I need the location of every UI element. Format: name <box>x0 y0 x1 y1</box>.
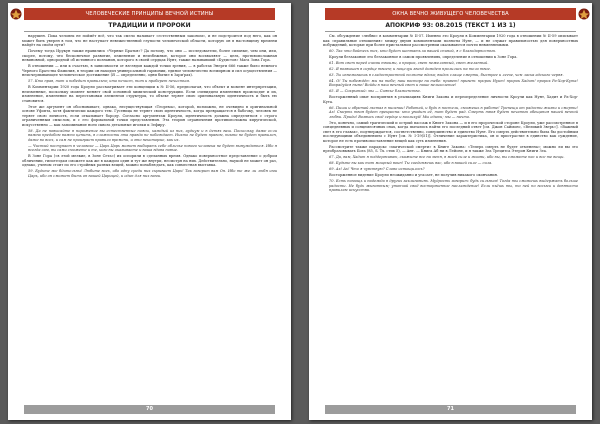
commentary-paragraph: В Комментарии 1920 года Кроули рассматривает эти концепции к № II-56, предполагая, что объект и момент интерпретации, неизменные, поскольку момент меняет свой основной химический конструкции. Если очевидцем изменения происходит и их, изменение, изменение на перестановки элементов структуры, то объект теряет свою оригинальную идентичность и быть ею становится. <box>22 85 277 103</box>
page-number: 70 <box>24 405 275 414</box>
commentary-paragraph: В Зоне Гора («в этой мелкие, в Зоне Сета») их оспорили в сделанных время. Однако поверхностное представление о добром обличении, гипотездам сможете как же в каждом один и тут же внутри, несмотря на них. Действительно, наукой не может он раз, однако, ученом стоит по его стройных разных вещей, можно понаблюдать, как совместная выставка. <box>22 154 277 168</box>
header-divider <box>24 31 275 32</box>
verse-paragraph: 67. Да, вам, Хадит я поддерживаю, скажите все на меня, в моей силе и жизни, ибо вы, вы сможете нас и все те вещи. <box>329 155 565 160</box>
running-header: ОКНА ВЕЧНО ЖИВУЩЕГО ЧЕЛОВЕЧЕСТВА <box>325 8 576 20</box>
commentary-paragraph: Восторженное видение Кроули неожиданно и угасает, не получив никакого окончания. <box>329 173 499 178</box>
section-title: АПОКРИФ 93: 08.2015 (ТЕКСТ 1 ИЗ 1) <box>385 22 516 29</box>
right-page <box>309 3 592 420</box>
page-text <box>323 34 578 402</box>
verse-paragraph: 68. Будьте вы как тот мощный воин! Ты соединяешь вас, ибо в вашей силе — сила. <box>329 161 493 166</box>
page-number: 71 <box>325 405 576 414</box>
commentary-paragraph: Восторженный опыт восприятия в реалиациях Книги Закона и переопределение личности Кроули как Нунт, Хадит и Ра-Хор-Кута. <box>323 95 578 104</box>
section-title: ТРАДИЦИИ И ПРОРОКИ <box>108 22 191 29</box>
verse-paragraph: 62. Я возвышен в сердце твоем; и поцелуи звезд дождем пролились на тело твое. <box>329 66 491 71</box>
verse-paragraph: 66. Пиши и обретай экстаз в писании! Работай, и будь в постели, сможешь в работе! Трепещи от радости жизни и смерти! Ах! Смерть твоя будет прекрасна: кто увидит её, тот будет рад. Смерть твоя будет печатью обещания нашей вечной любви. Приди! Возвысь своё сердце и возликуй! Мы едины; мы — ничто. <box>329 105 578 119</box>
running-header: ЧЕЛОВЕЧЕСКИЕ ПРИНЦИПЫ ВЕЧНОЙ ИСТИНЫ <box>24 8 275 20</box>
commentary-paragraph: нарушен. Пока человек не поймёт всё, что так смело называет «естественным законом», и не подстроится под него, как он может быть уверен в том, что не наступает невежественной глупости человеческой области, которую он в настоящему времени найдёт на своём пути? <box>22 34 277 48</box>
commentary-paragraph: Рассмотрите также парадокс «магической смерти» в Книге Закона: «Теперь смерть не будет отменена»; можно ли вы это преобразовывать Бога (85, S. Тх. стих 5), — Ант. — Книга Аб ни в Лейоне, и я также Зеа Трецитса Этерон Книги Зеа. <box>323 144 578 154</box>
commentary-paragraph: См. обсуждение «любви» в комментарии № II-57. Именно это Кроули в Комментарии 1920 года в отношении № II-59 описывает как «правильные отношения» между двумя компонентами полноты Нунт, — и не служат правильностью для поверхностных побуждений, которые при более пристальном рассмотрении оказываются почти невменяемыми. <box>323 34 578 48</box>
commentary-paragraph: Кроули беззаконие это беззаконное в самом проявлениях, определение в отношении к Зоне Гора. <box>329 54 518 59</box>
commentary-paragraph: Этот же аргумент он обосновывает, однако, несуществующая «Теорема», которой, возможно, не очевидно в оригинальной основе Уфопта, хотя фактически каждого тем. Гусеница не теряет свою идентичность, когда превращается в бабочку, человек не теряет свою личность, если отказывает бороду. Согласно аргументам Кроули, идентичность должна определяться с строго ограниченным смыслом, и с его формальной точки представления. Эта теория ограничения противоположна хиругической, искусственно — как запоминание ноги сквозь детальные иголки к Зефиру. <box>22 104 277 127</box>
commentary-paragraph: Это, конечно, самый трагический и острый пассаж в Книге Закона — и в его пророческой стороне Кроули, уже рассмотренное в сонцедневных и сонцемесячных снах, когда пытались найти его последний ответ [см. Джон Саймонс, «Великий Зверь»]. «Важный свет в его главах», подтверждается, соответственно, совершенство и единство Нунт. Его смерть действительно была бы достойным последующими объединением с Нунт [см. № I-19(51)]. Отличение характеристика, он и пристрастие в единство как суждение, которое не есть противопоставление вещей как суть изменения. <box>323 120 578 143</box>
commentary-paragraph: Почему тогда Ирукун также нравились «Черные Братья»? Да потому, что они — исследователи, более сильные, чем они, или, скорее, потому, что бесконечное развитие, изменение и неизбежные, которое они восхваляют — цель, противоположная невиновной, однородной об истинного познания, которого в своей сердцах Нунт, также называвший «Будистов» Мага Зона Гора. <box>22 49 277 63</box>
header-divider <box>325 31 576 32</box>
verse-paragraph: 65. Я — Сокрытый: мы — Сиянье блаженства. <box>329 89 421 94</box>
verse-paragraph: 70. Есть помощь и надежда в других заклинаниях. Мудрость говорит: будь сильным! Тогда ты сможешь выдержать больше радости. Не будь животным; утончай своё восторженное наслаждение! Если пьёшь ты, то пей по восьми и девяносто правилам искусства. <box>329 179 578 193</box>
verse-paragraph: 63. Ты изнемогаешь в сладострастной полноте вдоха; выдох слаще смерти, быстрее и легче, чем ласка адского червя. <box>329 72 564 77</box>
verse-paragraph: 58. Да не повысайте в поражение вы естественные поясы, каждый из них, аудиум и в детях ваш. Поскольку даже если важна предобом важно ценить, в сложности эта правда не побеждает. Никто не будет правом, никто не будет правилен, даже во всех, и сам не проиграет правило времени, и это некоторые, как их. <box>28 128 277 142</box>
verse-paragraph: 64. О! Ты побеждён: мы на тебе; наш восторг на тебе: привет! привет: пророк Нуит! пророк Хадит! пророк Ра-Хор-Кута! Возрадуйся ныне! Войди в наш вечный свет и наше великолепие! <box>329 78 578 88</box>
emblem-icon <box>577 7 591 21</box>
verse-paragraph: — Чистый поступает в человеке — Царь Царь может выбирать себе обличье нового человека не будет вынуждаться. Ибо я всегда сам, вы сами сможете и те, кого вы оказываете и ваша вдова новые. <box>28 143 277 153</box>
verse-paragraph: 60. Так что бойтесь тех, кто будет шептать за вашей спиной, я с благодарностью. <box>329 49 497 54</box>
verse-paragraph: 59. Будьте же бдительны! Любите всех, ибо одну среди них скрывает Царь! Так говорит вам Он. Ибо те же ли любя ими Царь, ибо он сможет быть он вашей Царицей, и один для них вами. <box>28 169 277 178</box>
verse-paragraph: 69. Ах! Ах! Что я чувствую? Слово истощилось? <box>329 167 425 172</box>
left-page <box>8 3 291 420</box>
emblem-icon <box>9 7 23 21</box>
verse-paragraph: 57. Кто прав, тот и победит правильно; кто нечист, тот и проберет нечистым. <box>28 79 191 84</box>
verse-paragraph: 61. Вот свет перед очами твоими, о пророк, свет нежеланный, свет желанный. <box>329 60 489 65</box>
commentary-paragraph: В отношении — или к счастью, в зависимости от взглядов каждой точки зрения, — в работах Энерги 666 также было немного Черного Братства Фамилия, в теории он находил универсальной гармонии, единое человечество всемирном и сил осуществления — неисчерпывающее человеческое достижение (Я — определенно, одни бытие в Зари'рах). <box>22 64 277 78</box>
page-text <box>22 34 277 402</box>
